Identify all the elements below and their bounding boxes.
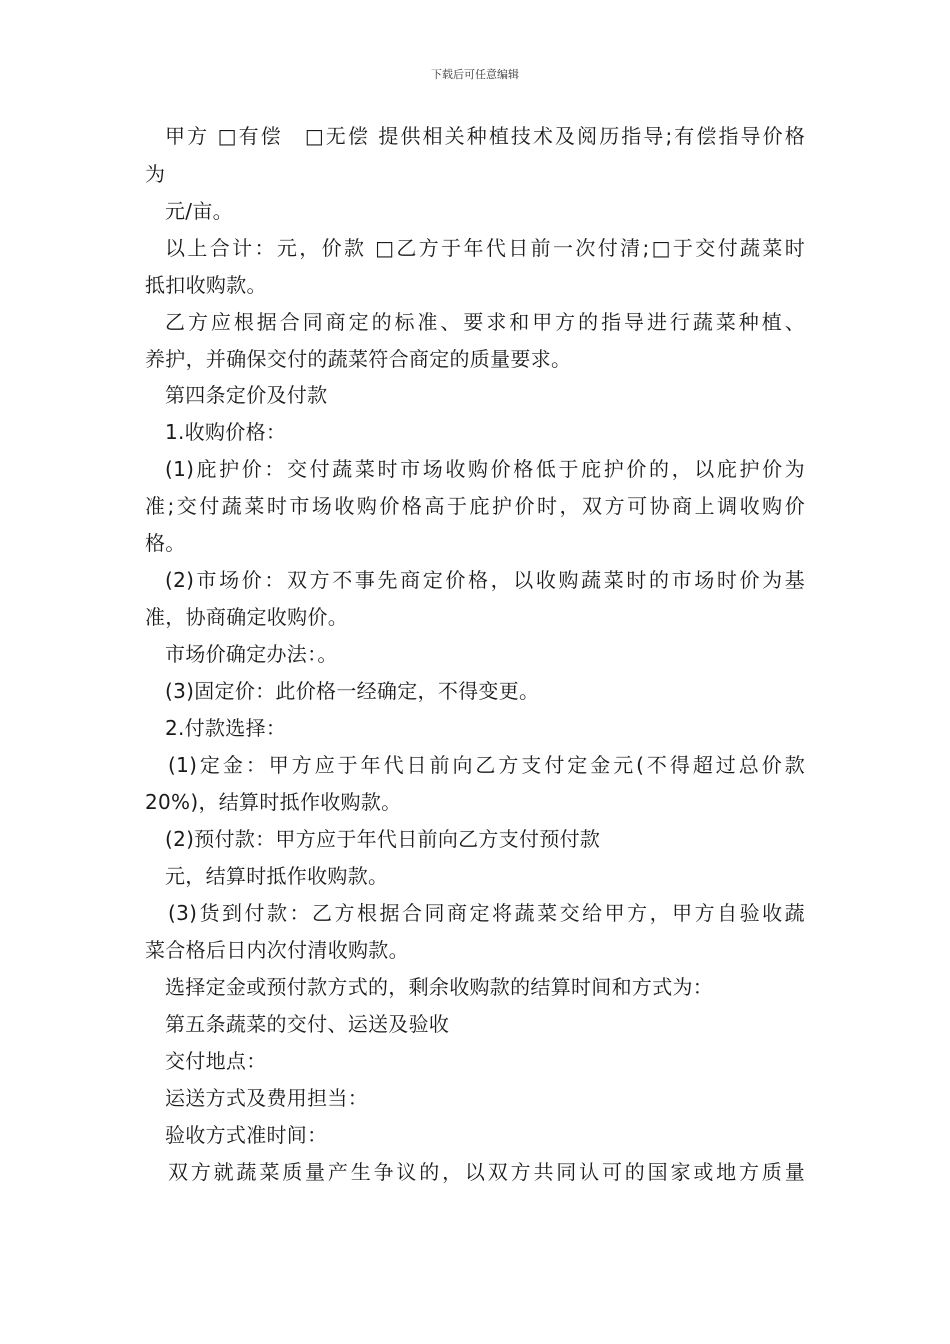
page-header-note: 下载后可任意编辑	[431, 68, 519, 81]
paragraph-line: (3)货到付款：乙方根据合同商定将蔬菜交给甲方，甲方自验收蔬	[168, 901, 805, 925]
paragraph-line: 格。	[145, 531, 186, 555]
paragraph-line: 20%)，结算时抵作收购款。	[145, 790, 402, 814]
paragraph-line: 验收方式准时间：	[165, 1123, 328, 1147]
paragraph-line: 元/亩。	[165, 199, 233, 223]
paragraph-line: 双方就蔬菜质量产生争议的，以双方共同认可的国家或地方质量	[168, 1160, 805, 1184]
subsection-heading: 1.收购价格：	[165, 420, 287, 444]
paragraph-line: 准，协商确定收购价。	[145, 605, 348, 629]
paragraph-line: 运送方式及费用担当：	[165, 1086, 368, 1110]
paragraph-line: 乙方应根据合同商定的标准、要求和甲方的指导进行蔬菜种植、	[165, 310, 805, 334]
paragraph-line: 菜合格后日内次付清收购款。	[145, 938, 409, 962]
paragraph-line: 抵扣收购款。	[145, 273, 267, 297]
paragraph-line: 准;交付蔬菜时市场收购价格高于庇护价时，双方可协商上调收购价	[145, 494, 805, 518]
paragraph-line: 养护，并确保交付的蔬菜符合商定的质量要求。	[145, 347, 572, 371]
paragraph-line: (1)定金：甲方应于年代日前向乙方支付定金元(不得超过总价款	[168, 753, 805, 777]
paragraph-line: (3)固定价：此价格一经确定，不得变更。	[165, 679, 540, 703]
paragraph-line: 选择定金或预付款方式的，剩余收购款的结算时间和方式为：	[165, 975, 714, 999]
section-heading: 第四条定价及付款	[165, 383, 328, 407]
paragraph-line: (1)庇护价：交付蔬菜时市场收购价格低于庇护价的，以庇护价为	[165, 457, 805, 481]
paragraph-line: 交付地点：	[165, 1049, 267, 1073]
subsection-heading: 2.付款选择：	[165, 716, 287, 740]
paragraph-line: 市场价确定办法：。	[165, 642, 338, 666]
paragraph-line: 为	[145, 162, 166, 186]
paragraph-line: 元，结算时抵作收购款。	[165, 864, 389, 888]
paragraph-line: (2)市场价：双方不事先商定价格，以收购蔬菜时的市场时价为基	[165, 568, 805, 592]
paragraph-line: (2)预付款：甲方应于年代日前向乙方支付预付款	[165, 827, 601, 851]
paragraph-line: 以上合计：元，价款 □乙方于年代日前一次付清;□于交付蔬菜时	[165, 236, 805, 260]
section-heading: 第五条蔬菜的交付、运送及验收	[165, 1012, 450, 1036]
paragraph-line: 甲方 □有偿 □无偿 提供相关种植技术及阅历指导;有偿指导价格	[165, 124, 805, 148]
